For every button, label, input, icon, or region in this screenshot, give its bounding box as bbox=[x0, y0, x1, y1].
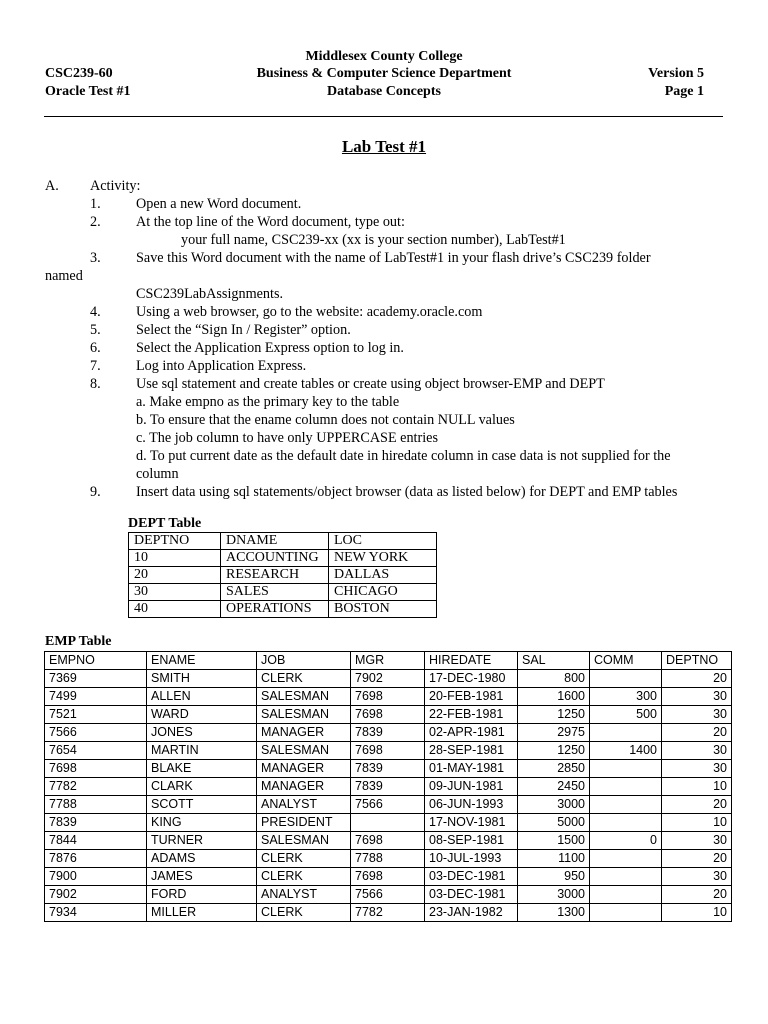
table-cell: KING bbox=[147, 814, 257, 832]
table-cell: DALLAS bbox=[329, 567, 437, 584]
table-cell: 7782 bbox=[351, 904, 425, 922]
section-letter: A. bbox=[45, 178, 59, 194]
step-subitem: a. Make empno as the primary key to the table bbox=[136, 394, 400, 410]
table-cell: 17-NOV-1981 bbox=[425, 814, 518, 832]
table-cell: 20 bbox=[662, 724, 732, 742]
version-label: Version 5 bbox=[648, 66, 704, 81]
table-cell: 10-JUL-1993 bbox=[425, 850, 518, 868]
table-row bbox=[129, 601, 437, 618]
table-cell: 7566 bbox=[351, 796, 425, 814]
table-cell: 2975 bbox=[518, 724, 590, 742]
table-cell: MANAGER bbox=[257, 760, 351, 778]
table-cell: 1400 bbox=[590, 742, 662, 760]
step-number: 5. bbox=[90, 322, 101, 338]
table-cell: 7698 bbox=[351, 688, 425, 706]
table-cell: JAMES bbox=[147, 868, 257, 886]
emp-table-body bbox=[45, 670, 732, 922]
table-cell: 30 bbox=[662, 868, 732, 886]
table-row bbox=[45, 832, 732, 850]
table-cell: CLERK bbox=[257, 850, 351, 868]
column-header: LOC bbox=[329, 533, 437, 550]
table-cell: 7839 bbox=[351, 778, 425, 796]
table-cell: 950 bbox=[518, 868, 590, 886]
table-cell: 1500 bbox=[518, 832, 590, 850]
table-cell: MARTIN bbox=[147, 742, 257, 760]
table-cell: OPERATIONS bbox=[221, 601, 329, 618]
column-header: JOB bbox=[257, 652, 351, 670]
column-header: DEPTNO bbox=[129, 533, 221, 550]
table-cell: 5000 bbox=[518, 814, 590, 832]
table-cell: SALESMAN bbox=[257, 688, 351, 706]
table-cell: PRESIDENT bbox=[257, 814, 351, 832]
table-cell: CLERK bbox=[257, 904, 351, 922]
table-cell: 7782 bbox=[45, 778, 147, 796]
table-cell: 30 bbox=[662, 688, 732, 706]
step-text: Save this Word document with the name of LabTest#1 in your flash drive’s CSC239 folder bbox=[136, 250, 651, 266]
page-number: Page 1 bbox=[664, 84, 704, 99]
step-subtext: your full name, CSC239-xx (xx is your section number), LabTest#1 bbox=[181, 232, 566, 248]
table-row bbox=[45, 814, 732, 832]
table-cell bbox=[590, 778, 662, 796]
table-cell: WARD bbox=[147, 706, 257, 724]
step-number: 2. bbox=[90, 214, 101, 230]
table-cell: 3000 bbox=[518, 796, 590, 814]
table-row bbox=[45, 796, 732, 814]
table-cell: 30 bbox=[662, 706, 732, 724]
column-header: DNAME bbox=[221, 533, 329, 550]
emp-table bbox=[44, 651, 732, 922]
table-cell: TURNER bbox=[147, 832, 257, 850]
table-cell: SALES bbox=[221, 584, 329, 601]
column-header: COMM bbox=[590, 652, 662, 670]
table-cell: 10 bbox=[662, 814, 732, 832]
section-heading: Activity: bbox=[90, 178, 141, 194]
table-row bbox=[45, 670, 732, 688]
table-cell: 7499 bbox=[45, 688, 147, 706]
step-wrap: named bbox=[45, 268, 83, 284]
table-cell: 20-FEB-1981 bbox=[425, 688, 518, 706]
table-cell bbox=[590, 904, 662, 922]
step-text: Log into Application Express. bbox=[136, 358, 307, 374]
table-cell: CLARK bbox=[147, 778, 257, 796]
table-cell: 7900 bbox=[45, 868, 147, 886]
table-cell: 30 bbox=[662, 742, 732, 760]
table-cell: SALESMAN bbox=[257, 742, 351, 760]
table-row bbox=[45, 688, 732, 706]
table-row bbox=[45, 904, 732, 922]
table-cell bbox=[590, 670, 662, 688]
table-cell: 7369 bbox=[45, 670, 147, 688]
table-cell: 1100 bbox=[518, 850, 590, 868]
table-cell: CHICAGO bbox=[329, 584, 437, 601]
step-text: At the top line of the Word document, type out: bbox=[136, 214, 405, 230]
table-row bbox=[129, 584, 437, 601]
table-cell: 3000 bbox=[518, 886, 590, 904]
table-cell: 500 bbox=[590, 706, 662, 724]
table-cell bbox=[590, 814, 662, 832]
table-cell: 20 bbox=[129, 567, 221, 584]
table-cell: 08-SEP-1981 bbox=[425, 832, 518, 850]
table-row bbox=[45, 724, 732, 742]
table-cell: 7934 bbox=[45, 904, 147, 922]
table-cell: SALESMAN bbox=[257, 706, 351, 724]
table-cell: 23-JAN-1982 bbox=[425, 904, 518, 922]
table-cell: 7566 bbox=[351, 886, 425, 904]
table-cell: 7902 bbox=[351, 670, 425, 688]
table-cell: 10 bbox=[662, 778, 732, 796]
table-header-row bbox=[129, 533, 437, 550]
table-cell: 7788 bbox=[351, 850, 425, 868]
table-cell: 7698 bbox=[351, 742, 425, 760]
table-cell: ANALYST bbox=[257, 796, 351, 814]
table-cell: 7566 bbox=[45, 724, 147, 742]
course-code: CSC239-60 bbox=[45, 66, 113, 81]
step-continuation: CSC239LabAssignments. bbox=[136, 286, 284, 302]
table-cell: FORD bbox=[147, 886, 257, 904]
table-cell: MILLER bbox=[147, 904, 257, 922]
step-text: Insert data using sql statements/object browser (data as listed below) for DEPT and EMP tables bbox=[136, 484, 678, 500]
table-cell: CLERK bbox=[257, 868, 351, 886]
step-number: 8. bbox=[90, 376, 101, 392]
table-row bbox=[45, 742, 732, 760]
subject-name: Database Concepts bbox=[327, 84, 441, 99]
table-cell: NEW YORK bbox=[329, 550, 437, 567]
column-header: ENAME bbox=[147, 652, 257, 670]
table-cell: 7839 bbox=[351, 724, 425, 742]
table-cell: 30 bbox=[662, 832, 732, 850]
table-row bbox=[45, 868, 732, 886]
header-divider bbox=[44, 116, 723, 117]
step-number: 3. bbox=[90, 250, 101, 266]
table-cell: 28-SEP-1981 bbox=[425, 742, 518, 760]
table-cell: 2450 bbox=[518, 778, 590, 796]
table-row bbox=[45, 760, 732, 778]
step-subitem: column bbox=[136, 466, 179, 482]
step-text: Open a new Word document. bbox=[136, 196, 302, 212]
table-cell: SMITH bbox=[147, 670, 257, 688]
table-cell: 17-DEC-1980 bbox=[425, 670, 518, 688]
table-cell: 1600 bbox=[518, 688, 590, 706]
table-header-row bbox=[45, 652, 732, 670]
table-cell: MANAGER bbox=[257, 724, 351, 742]
table-cell: 7876 bbox=[45, 850, 147, 868]
table-cell: 20 bbox=[662, 670, 732, 688]
table-cell: 800 bbox=[518, 670, 590, 688]
test-name: Oracle Test #1 bbox=[45, 84, 131, 99]
step-number: 7. bbox=[90, 358, 101, 374]
table-cell: 7844 bbox=[45, 832, 147, 850]
dept-table bbox=[128, 532, 437, 618]
table-cell bbox=[351, 814, 425, 832]
table-cell: 7788 bbox=[45, 796, 147, 814]
step-number: 1. bbox=[90, 196, 101, 212]
table-cell: 7839 bbox=[351, 760, 425, 778]
column-header: HIREDATE bbox=[425, 652, 518, 670]
college-name: Middlesex County College bbox=[305, 49, 463, 64]
table-cell: 10 bbox=[129, 550, 221, 567]
table-cell: 7654 bbox=[45, 742, 147, 760]
department-name: Business & Computer Science Department bbox=[256, 66, 512, 81]
table-cell: 2850 bbox=[518, 760, 590, 778]
table-row bbox=[45, 778, 732, 796]
table-cell: SALESMAN bbox=[257, 832, 351, 850]
table-cell: 30 bbox=[662, 760, 732, 778]
table-cell bbox=[590, 886, 662, 904]
table-cell: 7698 bbox=[351, 832, 425, 850]
table-cell: SCOTT bbox=[147, 796, 257, 814]
column-header: EMPNO bbox=[45, 652, 147, 670]
table-cell: 1250 bbox=[518, 742, 590, 760]
table-cell bbox=[590, 796, 662, 814]
table-cell: 03-DEC-1981 bbox=[425, 868, 518, 886]
table-cell: 02-APR-1981 bbox=[425, 724, 518, 742]
page-title: Lab Test #1 bbox=[341, 137, 427, 156]
table-cell: 01-MAY-1981 bbox=[425, 760, 518, 778]
table-cell: 20 bbox=[662, 796, 732, 814]
step-number: 9. bbox=[90, 484, 101, 500]
table-cell: 20 bbox=[662, 886, 732, 904]
table-cell: 40 bbox=[129, 601, 221, 618]
step-number: 4. bbox=[90, 304, 101, 320]
table-cell: 1250 bbox=[518, 706, 590, 724]
table-cell bbox=[590, 850, 662, 868]
step-subitem: b. To ensure that the ename column does not contain NULL values bbox=[136, 412, 515, 428]
table-cell: ACCOUNTING bbox=[221, 550, 329, 567]
table-cell: BOSTON bbox=[329, 601, 437, 618]
table-cell bbox=[590, 760, 662, 778]
table-cell: BLAKE bbox=[147, 760, 257, 778]
table-row bbox=[45, 850, 732, 868]
table-cell: 300 bbox=[590, 688, 662, 706]
table-cell: 03-DEC-1981 bbox=[425, 886, 518, 904]
table-cell bbox=[590, 868, 662, 886]
table-row bbox=[129, 567, 437, 584]
table-cell: JONES bbox=[147, 724, 257, 742]
table-cell: 7902 bbox=[45, 886, 147, 904]
table-cell bbox=[590, 724, 662, 742]
table-cell: 10 bbox=[662, 904, 732, 922]
column-header: SAL bbox=[518, 652, 590, 670]
column-header: DEPTNO bbox=[662, 652, 732, 670]
table-cell: RESEARCH bbox=[221, 567, 329, 584]
table-cell: 09-JUN-1981 bbox=[425, 778, 518, 796]
table-cell: 7698 bbox=[351, 868, 425, 886]
table-cell: 20 bbox=[662, 850, 732, 868]
table-cell: 06-JUN-1993 bbox=[425, 796, 518, 814]
table-cell: MANAGER bbox=[257, 778, 351, 796]
column-header: MGR bbox=[351, 652, 425, 670]
emp-table-caption: EMP Table bbox=[45, 634, 112, 649]
table-cell: ALLEN bbox=[147, 688, 257, 706]
table-cell: 30 bbox=[129, 584, 221, 601]
table-cell: 7839 bbox=[45, 814, 147, 832]
table-row bbox=[45, 706, 732, 724]
table-cell: ANALYST bbox=[257, 886, 351, 904]
table-cell: 1300 bbox=[518, 904, 590, 922]
step-subitem: c. The job column to have only UPPERCASE entries bbox=[136, 430, 438, 446]
step-text: Select the Application Express option to log in. bbox=[136, 340, 404, 356]
table-cell: 7698 bbox=[351, 706, 425, 724]
table-row bbox=[45, 886, 732, 904]
step-text: Use sql statement and create tables or create using object browser-EMP and DEPT bbox=[136, 376, 605, 392]
step-subitem: d. To put current date as the default date in hiredate column in case data is not supplied for the bbox=[136, 448, 671, 464]
table-cell: 22-FEB-1981 bbox=[425, 706, 518, 724]
table-cell: 7698 bbox=[45, 760, 147, 778]
step-number: 6. bbox=[90, 340, 101, 356]
table-cell: CLERK bbox=[257, 670, 351, 688]
table-cell: 7521 bbox=[45, 706, 147, 724]
table-cell: 0 bbox=[590, 832, 662, 850]
step-text: Using a web browser, go to the website: academy.oracle.com bbox=[136, 304, 483, 320]
table-cell: ADAMS bbox=[147, 850, 257, 868]
table-row bbox=[129, 550, 437, 567]
step-text: Select the “Sign In / Register” option. bbox=[136, 322, 351, 338]
dept-table-caption: DEPT Table bbox=[128, 516, 202, 531]
